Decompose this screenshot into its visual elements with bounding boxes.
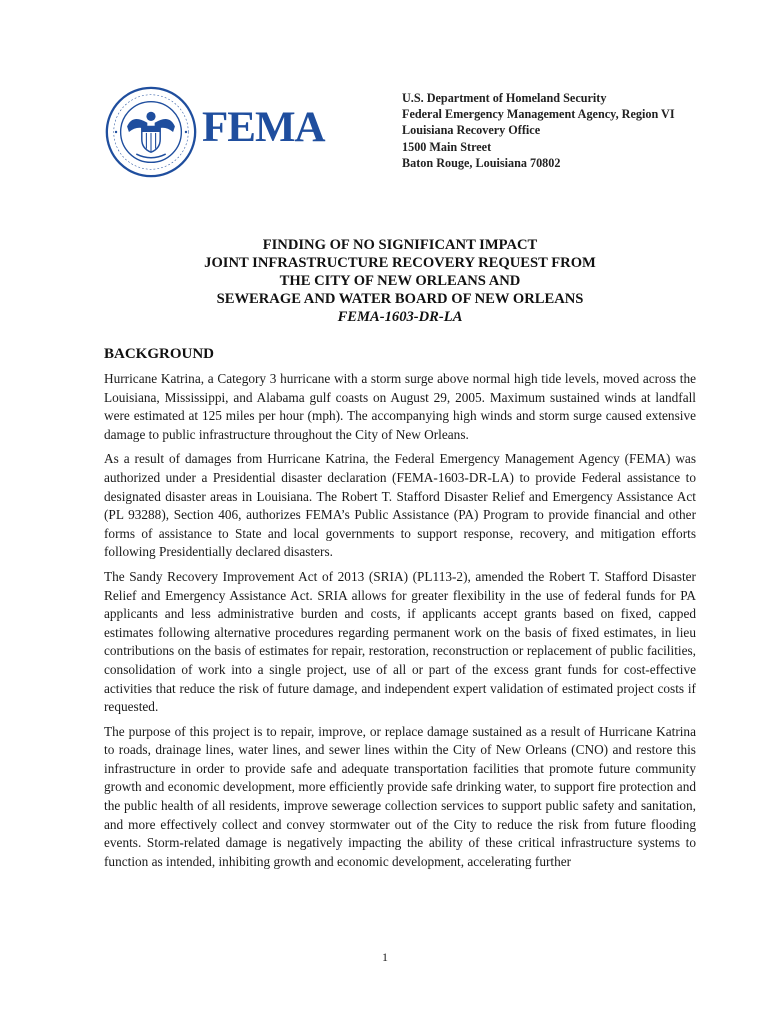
title-line: FINDING OF NO SIGNIFICANT IMPACT	[262, 237, 538, 253]
address-line: Federal Emergency Management Agency, Region VI	[402, 107, 675, 122]
disaster-number: FEMA-1603-DR-LA	[337, 309, 463, 325]
paragraph: The Sandy Recovery Improvement Act of 2013 (SRIA) (PL113-2), amended the Robert T. Stafford Disaster Relief and Emergency Assistance Act. SRIA allows for greater flexibility in the use of federal funds for PA applicants and less administrative burden and costs, if applicants accept grants based on fixed, capped estimates following alternative procedures regarding permanent work on the basis of fixed estimates, in lieu contributions on the basis of estimates for repair, restoration, reconstruction or replacement of public facilities, consolidation of work into a single project, use of all or part of the excess grant funds for cost-effective activities that reduce the risk of future damage, and independent expert validation of estimated project costs if requested.	[104, 568, 696, 715]
body-text	[104, 370, 696, 877]
page-number: 1	[382, 950, 388, 964]
document-title	[110, 236, 690, 326]
title-line: SEWERAGE AND WATER BOARD OF NEW ORLEANS	[216, 291, 584, 307]
paragraph: As a result of damages from Hurricane Katrina, the Federal Emergency Management Agency (FEMA) was authorized under a Presidential disaster declaration (FEMA-1603-DR-LA) to provide Federal assistance to designated disaster areas in Louisiana. The Robert T. Stafford Disaster Relief and Emergency Assistance Act (PL 93288), Section 406, authorizes FEMA’s Public Assistance (PA) Program to provide financial and other forms of assistance to State and local governments to support response, recovery, and mitigation efforts following Presidentially declared disasters.	[104, 451, 696, 560]
paragraph: Hurricane Katrina, a Category 3 hurricane with a storm surge above normal high tide levels, moved across the Louisiana, Mississippi, and Alabama gulf coasts on August 29, 2005. Maximum sustained winds at landfall were estimated at 125 miles per hour (mph). The accompanying high winds and storm surge caused extensive damage to public infrastructure throughout the City of New Orleans.	[104, 371, 696, 442]
paragraph: The purpose of this project is to repair, improve, or replace damage sustained as a result of Hurricane Katrina to roads, drainage lines, water lines, and sewer lines within the City of New Orleans (CNO) and restore this infrastructure in order to provide safe and adequate transportation facilities that promote future community growth and economic development, more efficiently provide safe drinking water, to support fire protection and the public health of all residents, improve sewerage collection services to support public safety and sanitation, and more effectively collect and convey stormwater out of the City to reduce the risk from future flooding events. Storm-related damage is negatively impacting the ability of these critical infrastructure systems to function as intended, inhibiting growth and economic development, accelerating further	[104, 723, 696, 869]
address-line: 1500 Main Street	[402, 139, 492, 154]
section-heading: BACKGROUND	[104, 346, 215, 362]
agency-address	[402, 90, 675, 171]
address-line: Baton Rouge, Louisiana 70802	[402, 155, 561, 170]
address-line: U.S. Department of Homeland Security	[402, 91, 607, 105]
title-line: JOINT INFRASTRUCTURE RECOVERY REQUEST FROM	[204, 255, 596, 271]
title-line: THE CITY OF NEW ORLEANS AND	[279, 273, 521, 289]
fema-logo-text: FEMA	[202, 104, 325, 151]
address-line: Louisiana Recovery Office	[402, 123, 541, 138]
dhs-seal-logo	[105, 86, 197, 178]
